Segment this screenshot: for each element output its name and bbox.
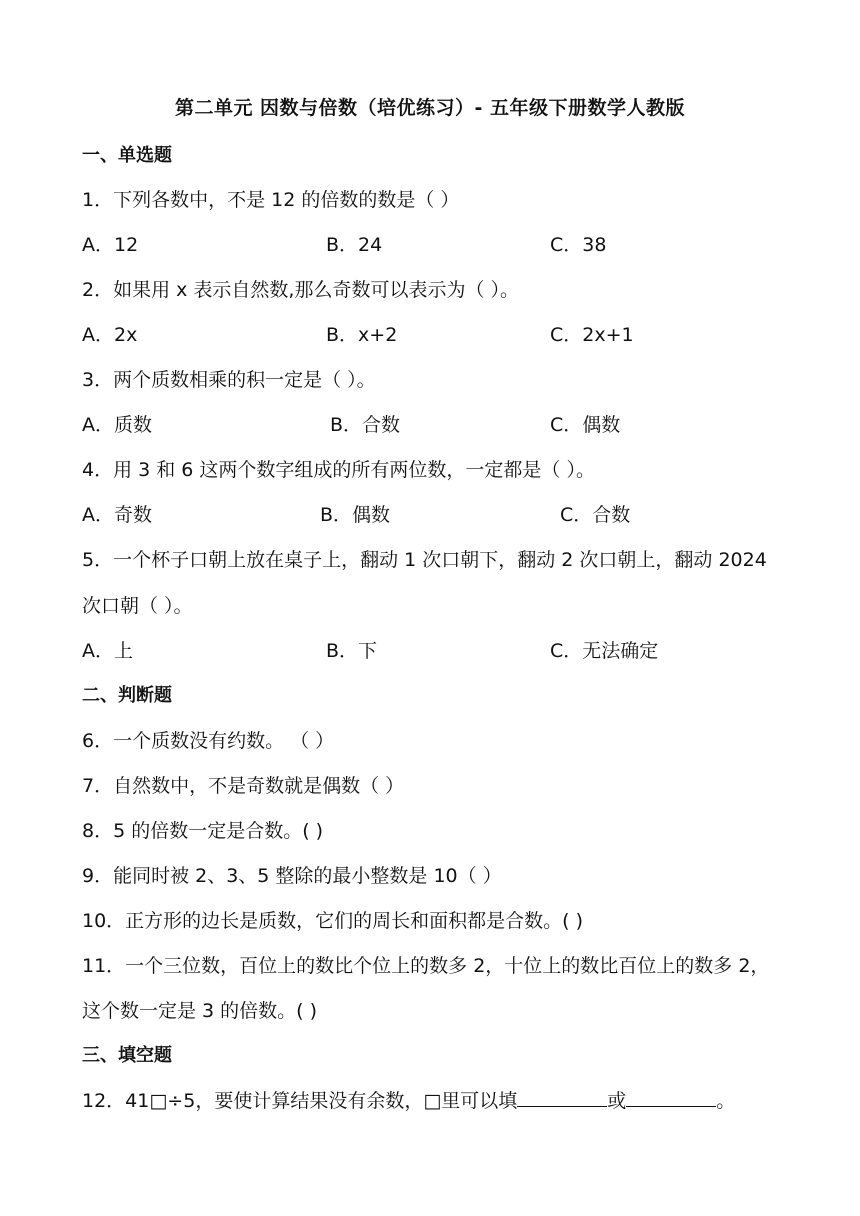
question-2-option-c: C．2x+1 xyxy=(550,324,634,346)
question-12-text: 12．41□÷5，要使计算结果没有余数，□里可以填 xyxy=(82,1090,518,1112)
answer-blank-2[interactable] xyxy=(626,1088,716,1107)
section-heading-fill-in: 三、填空题 xyxy=(82,1045,172,1066)
section-heading-single-choice: 一、单选题 xyxy=(82,145,172,166)
question-6: 6．一个质数没有约数。 （ ） xyxy=(82,730,335,752)
question-4-option-c: C．合数 xyxy=(560,504,631,526)
question-7: 7．自然数中，不是奇数就是偶数（ ） xyxy=(82,775,405,797)
question-8: 8．5 的倍数一定是合数。( ) xyxy=(82,820,324,842)
question-3-option-b: B．合数 xyxy=(330,414,401,436)
question-5-stem-line-1: 5．一个杯子口朝上放在桌子上，翻动 1 次口朝下，翻动 2 次口朝上，翻动 2024 xyxy=(82,549,767,571)
answer-blank-1[interactable] xyxy=(517,1088,607,1107)
question-11-line-1: 11．一个三位数，百位上的数比个位上的数多 2，十位上的数比百位上的数多 2， xyxy=(82,955,770,977)
question-3-option-a: A．质数 xyxy=(82,414,152,436)
question-5-stem-line-2: 次口朝（ ）。 xyxy=(82,595,193,617)
question-1-option-a: A．12 xyxy=(82,234,139,256)
question-2-option-b: B．x+2 xyxy=(326,324,398,346)
page-title: 第二单元 因数与倍数（培优练习）- 五年级下册数学人教版 xyxy=(174,97,686,119)
question-5-option-a: A．上 xyxy=(82,640,133,662)
question-5-option-b: B．下 xyxy=(326,640,378,662)
question-12 xyxy=(82,1086,735,1113)
question-2-option-a: A．2x xyxy=(82,324,138,346)
question-2-stem: 2．如果用 x 表示自然数,那么奇数可以表示为（ ）。 xyxy=(82,279,519,301)
question-1-option-b: B．24 xyxy=(326,234,383,256)
question-5-option-c: C．无法确定 xyxy=(550,640,659,662)
question-4-option-b: B．偶数 xyxy=(320,504,391,526)
question-3-stem: 3．两个质数相乘的积一定是（ ）。 xyxy=(82,369,376,391)
question-12-end: 。 xyxy=(716,1090,736,1112)
question-3-option-c: C．偶数 xyxy=(550,414,621,436)
question-4-stem: 4．用 3 和 6 这两个数字组成的所有两位数，一定都是（ ）。 xyxy=(82,459,595,481)
question-9: 9．能同时被 2、3、5 整除的最小整数是 10（ ） xyxy=(82,865,502,887)
question-11-line-2: 这个数一定是 3 的倍数。( ) xyxy=(82,1000,318,1022)
question-1-option-c: C．38 xyxy=(550,234,607,256)
question-12-connector: 或 xyxy=(607,1090,627,1112)
question-4-option-a: A．奇数 xyxy=(82,504,152,526)
question-1-stem: 1．下列各数中，不是 12 的倍数的数是（ ） xyxy=(82,189,460,211)
section-heading-true-false: 二、判断题 xyxy=(82,685,172,706)
question-10: 10．正方形的边长是质数，它们的周长和面积都是合数。( ) xyxy=(82,910,584,932)
